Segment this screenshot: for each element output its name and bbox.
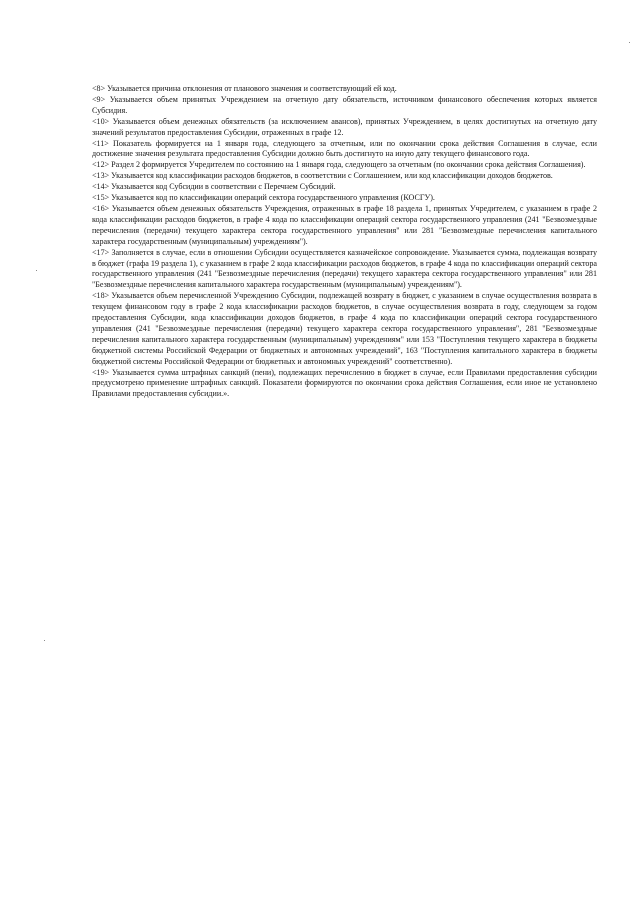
footnote-text: Указывается причина отклонения от планового значения и соответствующий ей код. [107, 84, 397, 93]
footnote-marker: <16> [92, 203, 110, 213]
footnote-14 [92, 182, 597, 193]
footnote-marker: <18> [92, 291, 110, 301]
footnote-marker: <17> [92, 247, 110, 257]
footnote-text: Заполняется в случае, если в отношении Субсидии осуществляется казначейское сопровождение. Указывается сумма, подлежащая возврату в бюджет (графа 19 раздела 1), с указанием в графе 2 кода классификации расходов бюджетов, в графе 4 кода по классификации операций сектора государственного управления (241 "Безвозмездные перечисления (передачи) текущего характера сектора государственного управления" или 281 "Безвозмездные перечисления капитального характера государственным (муниципальным) учреждениям"). [92, 247, 597, 290]
footnote-text: Указывается код классификации расходов бюджетов, в соответствии с Соглашением, или код классификации доходов бюджетов. [111, 171, 553, 181]
footnote-marker: <9> [92, 94, 106, 104]
footnote-12 [92, 160, 597, 171]
footnote-marker: <11> [92, 138, 109, 148]
footnote-marker: <14> [92, 182, 110, 192]
footnote-marker: <13> [92, 171, 110, 181]
footnote-text: Указывается объем денежных обязательств (за исключением авансов), принятых Учреждением, в целях достигнутых на отчетную дату значений результатов предоставления Субсидии, отраженных в графе 12. [92, 116, 597, 137]
footnote-marker: <12> [92, 160, 110, 170]
scan-speck [36, 270, 37, 271]
footnote-marker: <19> [92, 367, 110, 377]
scan-speck [629, 42, 630, 43]
footnote-text: Указывается сумма штрафных санкций (пени), подлежащих перечислению в бюджет в случае, если Правилами предоставления субсидии предусмотрено применение штрафных санкций. Показатели формируются по окончании срока действия Соглашения, если иное не установлено Правилами предоставления субсидии.». [92, 367, 597, 399]
footnote-19 [92, 368, 597, 401]
footnote-text: Указывается объем принятых Учреждением на отчетную дату обязательств, источником финансового обеспечения которых является Субсидия. [92, 94, 597, 115]
footnote-10 [92, 117, 597, 139]
footnote-text: Указывается код Субсидии в соответствии с Перечнем Субсидий. [111, 182, 336, 192]
footnote-text: Показатель формируется на 1 января года, следующего за отчетным, или по окончании срока действия Соглашения в случае, если достижение значения результата предоставления Субсидии должно быть достигнуто на иную дату текущего финансового года. [92, 138, 597, 159]
footnote-text: Указывается объем денежных обязательств Учреждения, отраженных в графе 18 раздела 1, принятых Учредителем, с указанием в графе 2 кода классификации расходов бюджетов, в графе 4 кода по классификации операций сектора государственного управления (241 "Безвозмездные перечисления (передачи) текущего характера сектора государственного управления" или 281 "Безвозмездные перечисления капитального характера государственным (муниципальным) учреждениям"). [92, 203, 597, 246]
footnote-15 [92, 193, 597, 204]
footnote-text: Указывается объем перечисленной Учреждению Субсидии, подлежащей возврату в бюджет, с указанием в случае осуществления возврата в текущем финансовом году в графе 2 кода классификации расходов бюджетов, в случае осуществления возврата в году, следующем за годом предоставления Субсидии, кода классификации доходов бюджетов, в графе 4 кода по классификации операций сектора государственного управления (241 "Безвозмездные перечисления (передачи) текущего характера сектора государственного управления", 281 "Безвозмездные перечисления капитального характера государственным (муниципальным) учреждениям" или 153 "Поступления текущего характера в бюджеты бюджетной системы Российской Федерации от бюджетных и автономных учреждений", 163 "Поступления капитального характера в бюджеты бюджетной системы Российской Федерации от бюджетных и автономных учреждений" соответственно). [92, 291, 597, 366]
footnote-17 [92, 248, 597, 292]
footnote-marker: <8> [92, 84, 106, 93]
footnote-18 [92, 291, 597, 367]
footnote-text: Раздел 2 формируется Учредителем по состоянию на 1 января года, следующего за отчетным (по окончании срока действия Соглашения). [111, 160, 586, 170]
footnote-11 [92, 139, 597, 161]
footnote-8 [92, 84, 597, 95]
scan-speck [44, 640, 45, 641]
footnote-13 [92, 171, 597, 182]
footnote-text: Указывается код по классификации операций сектора государственного управления (КОСГУ). [111, 193, 435, 203]
footnote-marker: <10> [92, 116, 110, 126]
footnotes-block [92, 84, 597, 400]
footnote-9 [92, 95, 597, 117]
footnote-16 [92, 204, 597, 248]
footnote-marker: <15> [92, 193, 110, 203]
